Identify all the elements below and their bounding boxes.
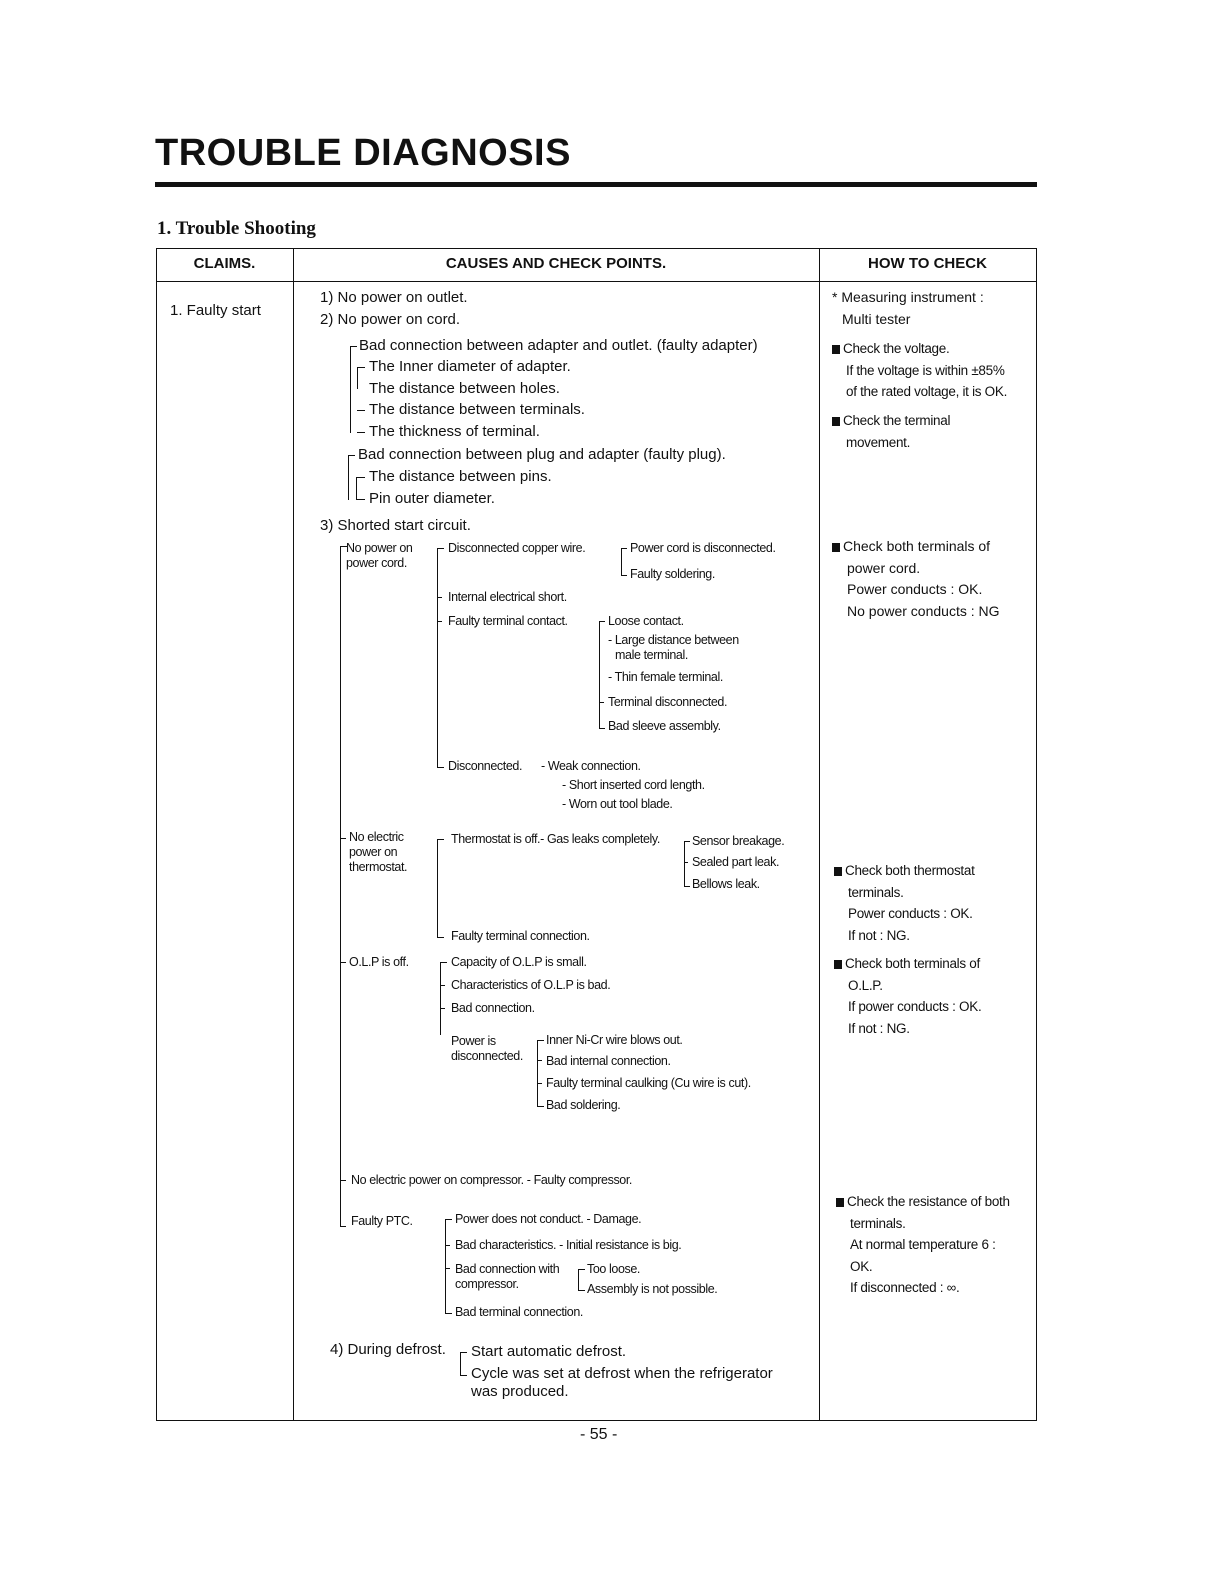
voltage-line3: of the rated voltage, it is OK.: [846, 384, 1008, 399]
terminal-move-line1: Check the terminal: [843, 413, 951, 428]
bullet-square-icon: [832, 543, 840, 552]
power-disc-tick: [537, 1060, 542, 1061]
cause-no-power-outlet: 1) No power on outlet.: [320, 289, 468, 306]
table-border-top: [156, 248, 1037, 249]
ptc-conn-bracket: [578, 1269, 585, 1291]
cord-line1: Check both terminals of: [843, 538, 991, 554]
trunk-tick: [340, 962, 346, 963]
ptc-bracket: [445, 1219, 452, 1314]
worn-out-tool-blade: - Worn out tool blade.: [562, 797, 673, 811]
bad-soldering: Bad soldering.: [546, 1098, 621, 1112]
table-border-left: [156, 248, 157, 1421]
olp-check-line1: Check both terminals of: [845, 956, 980, 971]
cause-no-power-cord: 2) No power on cord.: [320, 311, 461, 328]
check-olp-terminals: [834, 953, 981, 1039]
internal-electrical-short: Internal electrical short.: [448, 590, 567, 604]
cord-line4: No power conducts : NG: [847, 602, 1000, 619]
thermostat-line3: thermostat.: [349, 860, 408, 874]
check-voltage: [832, 338, 1007, 403]
instrument-line2: Multi tester: [842, 310, 911, 327]
plug-subbracket: [356, 477, 365, 500]
power-cord-tick: [437, 597, 442, 598]
title-rule: [155, 182, 1037, 187]
loose-contact: Loose contact.: [608, 614, 684, 628]
adapter-tick: [357, 410, 365, 411]
sensor-breakage: Sensor breakage.: [692, 834, 785, 848]
thermostat-off: Thermostat is off.- Gas leaks completely.: [451, 832, 660, 846]
adapter-item: The thickness of terminal.: [369, 423, 540, 440]
shorted-circuit-trunk: [340, 546, 347, 1227]
defrost-start: Start automatic defrost.: [471, 1343, 627, 1360]
short-inserted-cord: - Short inserted cord length.: [562, 778, 705, 792]
power-disc-bracket: [537, 1040, 544, 1107]
power-disc-tick: [537, 1083, 542, 1084]
olp-bracket: [440, 962, 447, 1035]
measuring-instrument: [832, 287, 984, 330]
olp-check-line4: If not : NG.: [848, 1020, 910, 1036]
nicr-wire-blows: Inner Ni-Cr wire blows out.: [546, 1033, 683, 1047]
power-disconnected: [451, 1034, 523, 1064]
ptc-no-conduct: Power does not conduct. - Damage.: [455, 1212, 642, 1226]
no-power-power-cord: [346, 541, 412, 571]
terminal-contact-bracket: [599, 621, 605, 729]
adapter-subbracket: [357, 367, 365, 389]
bellows-leak: Bellows leak.: [692, 877, 760, 891]
check-power-cord-terminals: [832, 536, 1000, 622]
adapter-bracket: [350, 346, 357, 433]
trunk-tick: [340, 1226, 346, 1227]
bullet-square-icon: [832, 417, 840, 426]
plug-item: Pin outer diameter.: [369, 490, 495, 507]
adapter-tick: [357, 432, 365, 433]
trunk-tick: [340, 838, 346, 839]
sealed-part-leak: Sealed part leak.: [692, 855, 780, 869]
header-how-to-check: HOW TO CHECK: [868, 255, 987, 272]
ptc-tick: [445, 1245, 450, 1246]
gas-leak-bracket: [684, 841, 690, 887]
bad-internal-connection: Bad internal connection.: [546, 1054, 671, 1068]
bad-terminal-connection: Bad terminal connection.: [455, 1305, 583, 1319]
claim-faulty-start: 1. Faulty start: [170, 302, 261, 319]
power-disc-line2: disconnected.: [451, 1049, 523, 1063]
check-terminal-movement: [832, 410, 950, 453]
thermostat-check-line4: If not : NG.: [848, 927, 910, 943]
instrument-line1: * Measuring instrument :: [832, 289, 984, 305]
page-number: - 55 -: [580, 1426, 618, 1443]
table-border-bottom: [156, 1420, 1037, 1421]
assembly-not-possible: Assembly is not possible.: [587, 1282, 718, 1296]
defrost-cycle: [471, 1365, 773, 1401]
thin-female-terminal: - Thin female terminal.: [608, 670, 723, 684]
ptc-bad-connection: [455, 1262, 559, 1292]
gas-leak-tick: [684, 862, 688, 863]
cord-line3: Power conducts : OK.: [847, 581, 983, 597]
large-distance-between: [608, 633, 739, 663]
thermostat-bracket: [437, 839, 444, 938]
plug-item: The distance between pins.: [369, 468, 552, 485]
adapter-item: The distance between holes.: [369, 380, 560, 397]
cause-during-defrost: 4) During defrost.: [330, 1341, 446, 1358]
copper-bracket: [621, 548, 627, 576]
resistance-line5: If disconnected : ∞.: [850, 1280, 960, 1295]
no-power-cord-line1: No power on: [346, 541, 413, 555]
voltage-line2: If the voltage is within ±85%: [846, 362, 1005, 378]
plug-connection: Bad connection between plug and adapter (faulty plug).: [358, 446, 726, 463]
trunk-tick: [340, 1180, 346, 1181]
faulty-terminal-contact: Faulty terminal contact.: [448, 614, 568, 628]
table-border-right: [1036, 248, 1037, 1421]
olp-characteristics-bad: Characteristics of O.L.P is bad.: [451, 978, 611, 992]
faulty-ptc: Faulty PTC.: [351, 1214, 413, 1228]
header-rule: [156, 281, 1037, 282]
defrost-cycle-line2: was produced.: [471, 1383, 569, 1400]
terminal-move-line2: movement.: [846, 434, 911, 450]
voltage-line1: Check the voltage.: [843, 341, 950, 356]
header-claims: CLAIMS.: [193, 255, 256, 272]
cause-shorted-start: 3) Shorted start circuit.: [320, 517, 471, 534]
terminal-contact-tick: [599, 702, 604, 703]
bullet-square-icon: [836, 1198, 844, 1207]
resistance-line2: terminals.: [850, 1215, 906, 1231]
plug-bracket: [348, 455, 355, 500]
header-causes: CAUSES AND CHECK POINTS.: [445, 255, 667, 272]
check-thermostat-terminals: [834, 860, 975, 946]
power-cord-disconnected: Power cord is disconnected.: [630, 541, 776, 555]
thermostat-check-line2: terminals.: [848, 884, 904, 900]
resistance-line3: At normal temperature 6 :: [850, 1237, 996, 1252]
bullet-square-icon: [834, 960, 842, 969]
large-distance-line1: - Large distance between: [608, 633, 739, 647]
bullet-square-icon: [834, 867, 842, 876]
olp-capacity-small: Capacity of O.L.P is small.: [451, 955, 587, 969]
large-distance-line2: male terminal.: [615, 648, 688, 662]
ptc-bad-characteristics: Bad characteristics. - Initial resistance is big.: [455, 1238, 682, 1252]
adapter-item: The distance between terminals.: [369, 401, 585, 418]
cord-line2: power cord.: [847, 559, 921, 576]
no-electric-thermostat: [349, 830, 407, 875]
ptc-tick: [445, 1268, 450, 1269]
olp-tick: [440, 985, 445, 986]
ptc-bad-conn-line1: Bad connection with: [455, 1262, 560, 1276]
no-power-compressor: No electric power on compressor. - Faulty compressor.: [351, 1173, 632, 1187]
bad-sleeve-assembly: Bad sleeve assembly.: [608, 719, 721, 733]
section-heading: 1. Trouble Shooting: [157, 218, 316, 239]
olp-bad-connection: Bad connection.: [451, 1001, 535, 1015]
olp-check-line2: O.L.P.: [848, 977, 883, 993]
olp-check-line3: If power conducts : OK.: [848, 999, 982, 1014]
faulty-terminal-caulking: Faulty terminal caulking (Cu wire is cut).: [546, 1076, 751, 1090]
check-resistance: [836, 1191, 1010, 1299]
disconnected: Disconnected.: [448, 759, 523, 773]
thermostat-check-line3: Power conducts : OK.: [848, 906, 973, 921]
adapter-item: The Inner diameter of adapter.: [369, 358, 571, 375]
terminal-disconnected: Terminal disconnected.: [608, 695, 728, 709]
page-title: TROUBLE DIAGNOSIS: [155, 132, 571, 174]
resistance-line4: OK.: [850, 1258, 873, 1274]
defrost-bracket: [460, 1352, 467, 1376]
weak-connection: - Weak connection.: [541, 759, 641, 773]
defrost-cycle-line1: Cycle was set at defrost when the refrigerator: [471, 1365, 773, 1382]
power-cord-bracket: [437, 548, 444, 768]
power-cord-tick: [437, 621, 442, 622]
thermostat-line1: No electric: [349, 830, 404, 844]
thermostat-check-line1: Check both thermostat: [845, 863, 975, 878]
no-power-cord-line2: power cord.: [346, 556, 407, 570]
power-disc-line1: Power is: [451, 1034, 496, 1048]
adapter-connection: Bad connection between adapter and outlet. (faulty adapter): [359, 337, 758, 354]
olp-tick: [440, 1008, 445, 1009]
olp-off: O.L.P is off.: [349, 955, 409, 969]
column-divider-2: [819, 248, 820, 1421]
resistance-line1: Check the resistance of both: [847, 1194, 1010, 1209]
too-loose: Too loose.: [587, 1262, 640, 1276]
faulty-terminal-connection: Faulty terminal connection.: [451, 929, 590, 943]
bullet-square-icon: [832, 345, 840, 354]
thermostat-line2: power on: [349, 845, 398, 859]
faulty-soldering: Faulty soldering.: [630, 567, 715, 581]
ptc-bad-conn-line2: compressor.: [455, 1277, 519, 1291]
column-divider-1: [293, 248, 294, 1421]
disconnected-copper-wire: Disconnected copper wire.: [448, 541, 586, 555]
